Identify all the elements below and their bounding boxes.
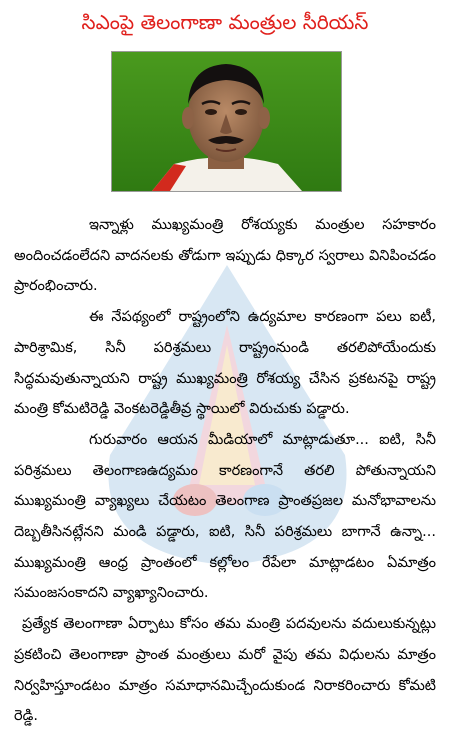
article-headline: సిఎంపై తెలంగాణా మంత్రుల సీరియస్ <box>81 10 369 34</box>
article-paragraph-4: ప్రత్యేక తెలంగాణా ఏర్పాటు కోసం తమ మంత్రి పదవులను వదులుకున్నట్లు ప్రకటించి తెలంగాణా ప్రాంత మంత్రులు మరో వైపు తమ విధులను మాత్రం నిర్వహిస్తూండటం మాత్రం సమాధానమిచ్చేందుకుండ నిరాకరించారు కోమటి రెడ్డి. <box>14 616 436 725</box>
portrait-photo <box>111 51 342 192</box>
article-paragraph-1: ఇన్నాళ్లు ముఖ్యమంత్రి రోశయ్యకు మంత్రుల సహకారం అందించడంలేదని వాదనలకు తోడుగా ఇప్పుడు ధిక్కార స్వరాలు వినిపించడం ప్రారంభించారు. <box>14 217 436 295</box>
portrait-illustration <box>112 52 341 191</box>
article-paragraph-2: ఈ నేపథ్యంలో రాష్ట్రంలోని ఉద్యమాల కారణంగా పలు ఐటీ, పారిశ్రామిక, సినీ పరిశ్రమలు రాష్ట్రంనుండి తరలిపోయేందుకు సిద్ధమవుతున్నాయని రాష్ట్ర ముఖ్యమంత్రి రోశయ్య చేసిన ప్రకటనపై రాష్ట్ర మంత్రి కోమటిరెడ్డి వెంకటరెడ్డితీవ్ర స్థాయిలో విరుచుకు పడ్డారు. <box>14 309 436 418</box>
article-body <box>14 210 436 732</box>
article-paragraph-3: గురువారం ఆయన మీడియాలో మాట్లాడుతూ... ఐటి, సినీ పరిశ్రమలు తెలంగాణఉద్యమం కారణంగానే తరలి పోతున్నాయని ముఖ్యమంత్రి వ్యాఖ్యలు చేయటం తెలంగాణ ప్రాంతప్రజల మనోభావాలను దెబ్బతీసినట్లేనని మండి పడ్డారు, ఐటి, సినీ పరిశ్రమలు బాగానే ఉన్నా... ముఖ్యమంత్రి ఆంధ్ర ప్రాంతంలో కల్లోలం రేపేలా మాట్లాడటం ఏమాత్రం సమంజసంకాదని వ్యాఖ్యానించారు. <box>14 431 436 602</box>
